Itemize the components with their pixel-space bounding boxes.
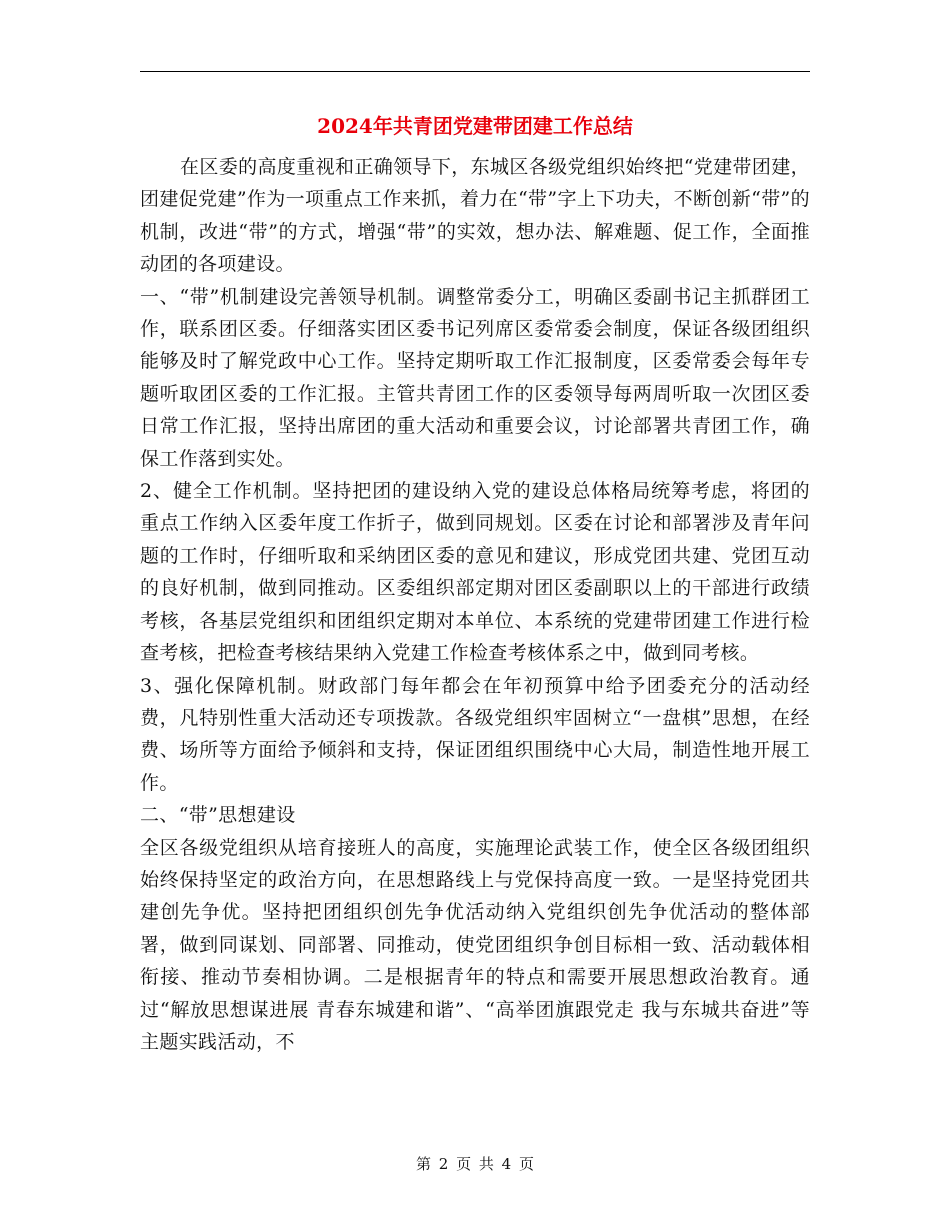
item-2-paragraph: 2、健全工作机制。坚持把团的建设纳入党的建设总体格局统筹考虑，将团的重点工作纳入区委年度工作折子，做到同规划。区委在讨论和部署涉及青年问题的工作时，仔细听取和采纳团区委的意见和建议，形成党团共建、党团互动的良好机制，做到同推动。区委组织部定期对团区委副职以上的干部进行政绩考核，各基层党组织和团组织定期对本单位、本系统的党建带团建工作进行检查考核，把检查考核结果纳入党建工作检查考核体系之中，做到同考核。 [140,480,810,665]
intro-paragraph: 在区委的高度重视和正确领导下，东城区各级党组织始终把“党建带团建，团建促党建”作为一项重点工作来抓，着力在“带”字上下功夫，不断创新“带”的机制，改进“带”的方式，增强“带”的实效，想办法、解难题、促工作，全面推动团的各项建设。 [140,156,810,276]
section-1-paragraph: 一、“带”机制建设完善领导机制。调整常委分工，明确区委副书记主抓群团工作，联系团区委。仔细落实团区委书记列席区委常委会制度，保证各级团组织能够及时了解党政中心工作。坚持定期听取工作汇报制度，区委常委会每年专题听取团区委的工作汇报。主管共青团工作的区委领导每两周听取一次团区委日常工作汇报，坚持出席团的重大活动和重要会议，讨论部署共青团工作，确保工作落到实处。 [140,285,810,470]
document-title: 2024年共青团党建带团建工作总结 [317,114,633,138]
header-rule [140,71,810,72]
section-2-heading: 二、“带”思想建设 [140,804,296,827]
document-body [140,151,810,1058]
page-number-footer: 第 2 页 共 4 页 [416,1155,534,1173]
section-2-paragraph: 全区各级党组织从培育接班人的高度，实施理论武装工作，使全区各级团组织始终保持坚定的政治方向，在思想路线上与党保持高度一致。一是坚持党团共建创先争优。坚持把团组织创先争优活动纳入党组织创先争优活动的整体部署，做到同谋划、同部署、同推动，使党团组织争创目标相一致、活动载体相衔接、推动节奏相协调。二是根据青年的特点和需要开展思想政治教育。通过“解放思想谋进展 青春东城建和谐”、“高举团旗跟党走 我与东城共奋进”等主题实践活动，不 [140,836,810,1053]
item-3-paragraph: 3、强化保障机制。财政部门每年都会在年初预算中给予团委充分的活动经费，凡特别性重大活动还专项拨款。各级党组织牢固树立“一盘棋”思想，在经费、场所等方面给予倾斜和支持，保证团组织围绕中心大局，制造性地开展工作。 [140,674,810,794]
